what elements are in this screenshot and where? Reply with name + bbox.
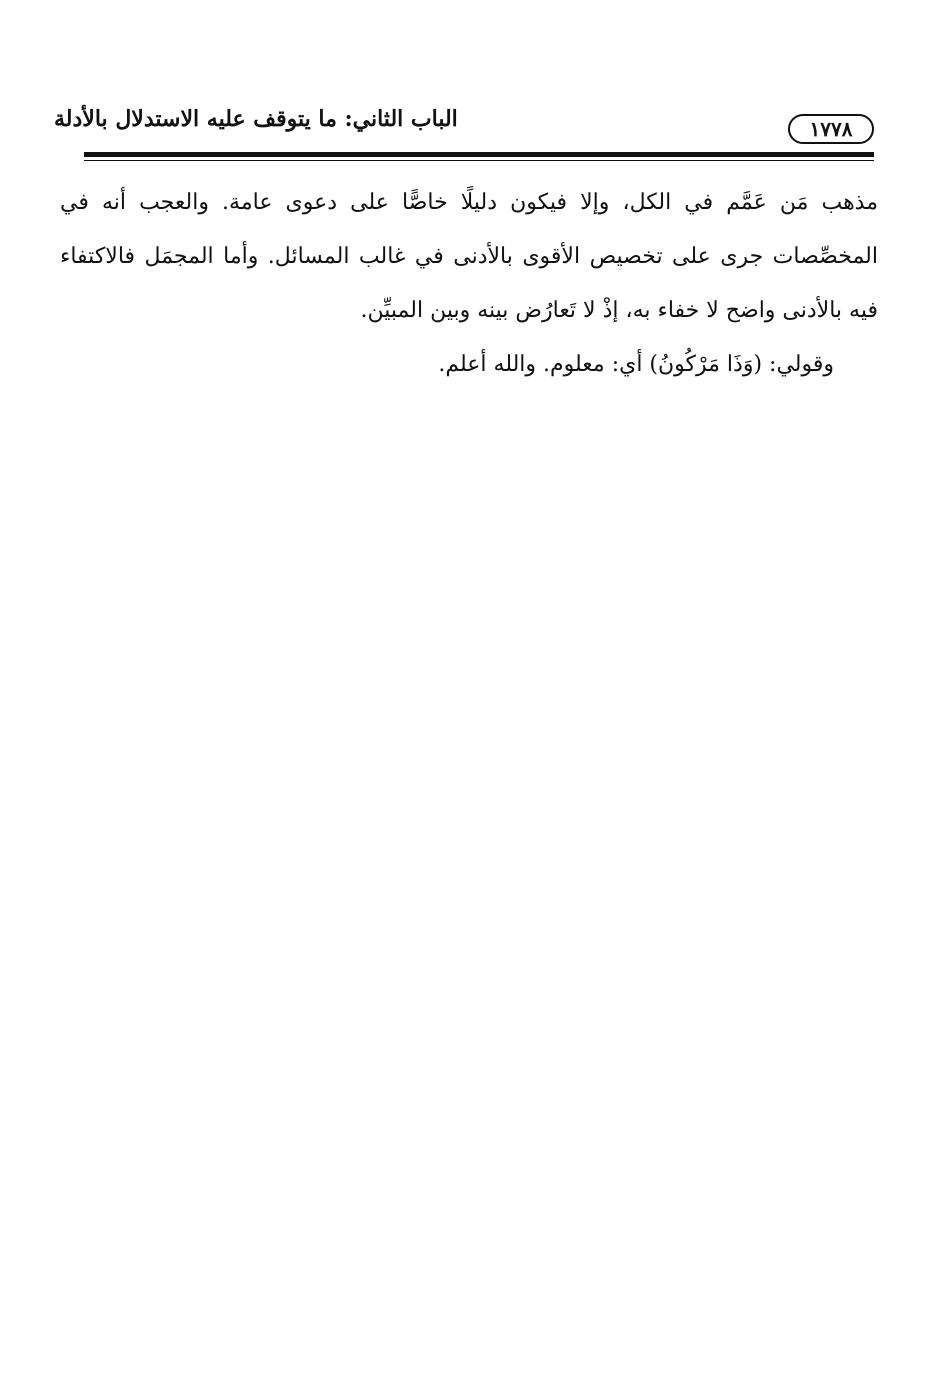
running-title: الباب الثاني: ما يتوقف عليه الاستدلال بالأدلة: [54, 106, 458, 132]
body-text: [60, 176, 878, 392]
paragraph: وقولي: (وَذَا مَرْكُونُ) أي: معلوم. والله أعلم.: [438, 352, 834, 377]
header-rule-thin: [84, 160, 874, 161]
text-line: مذهب مَن عَمَّم في الكل، وإلا فيكون دليلًا خاصًّا على دعوى عامة. والعجب أنه في: [60, 190, 878, 215]
text-line: فيه بالأدنى واضح لا خفاء به، إذْ لا تَعارُض بينه وبين المبيِّن.: [360, 298, 878, 323]
page-header: [54, 104, 874, 156]
text-line: المخصِّصات جرى على تخصيص الأقوى بالأدنى في غالب المسائل. وأما المجمَل فالاكتفاء: [60, 244, 878, 269]
page-number-badge: ١٧٧٨: [788, 114, 874, 144]
header-rule-thick: [84, 152, 874, 157]
